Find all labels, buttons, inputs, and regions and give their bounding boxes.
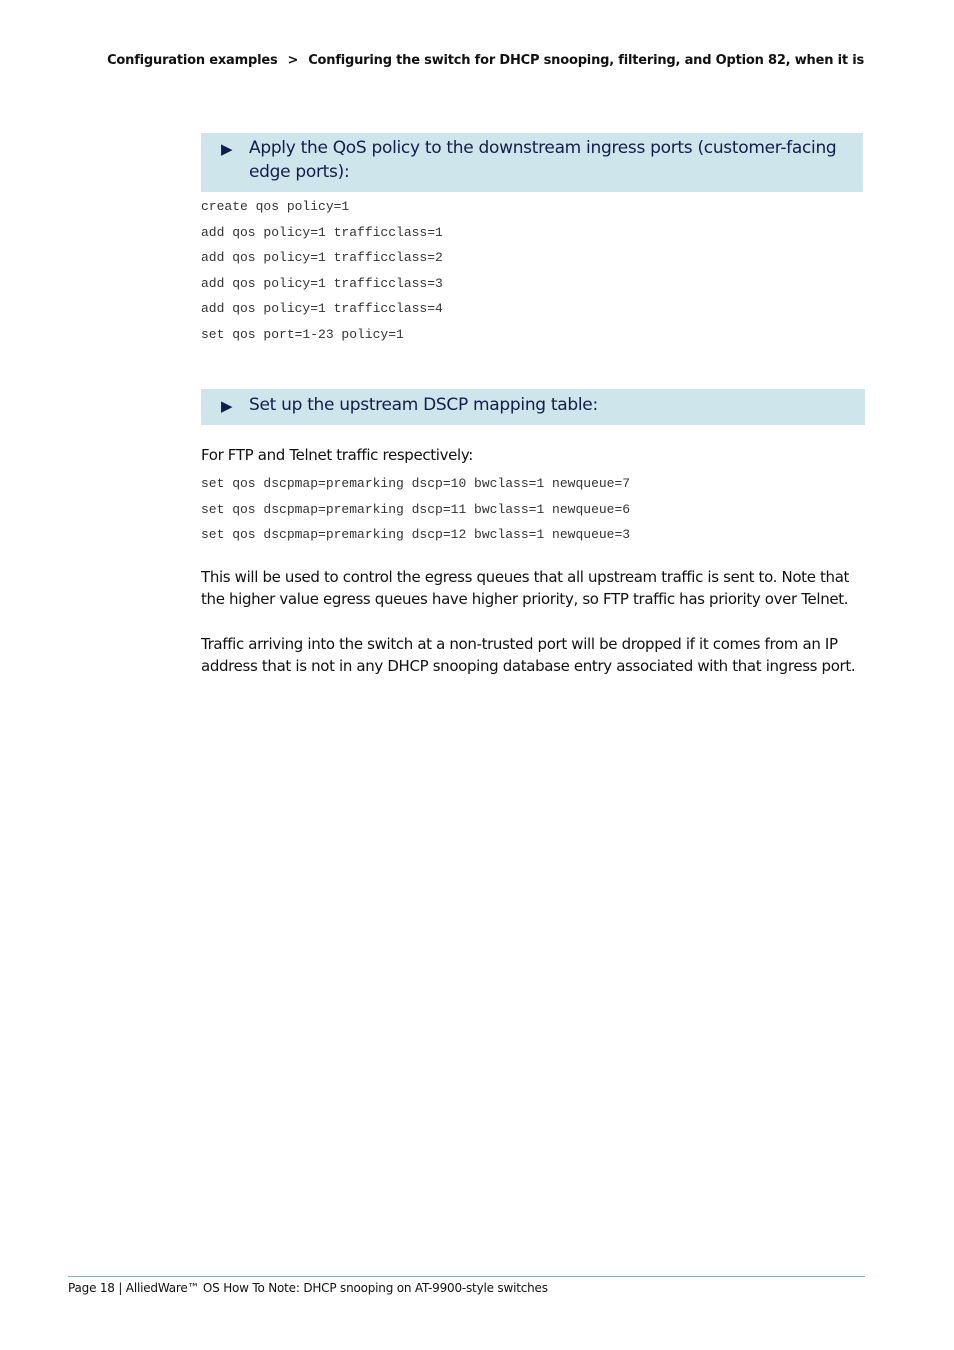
code-line: set qos dscpmap=premarking dscp=12 bwclass=1 newqueue=3 xyxy=(201,527,631,543)
breadcrumb-separator: > xyxy=(287,53,299,68)
body-paragraph-untrusted-traffic: Traffic arriving into the switch at a non-trusted port will be dropped if it comes from an IP address that is not in any DHCP snooping database entry associated with that ingress port. xyxy=(201,635,856,675)
code-line: set qos port=1-23 policy=1 xyxy=(201,326,404,342)
code-line: add qos policy=1 trafficclass=2 xyxy=(201,250,443,266)
step-text: Set up the upstream DSCP mapping table: xyxy=(249,395,598,415)
body-paragraph-egress-queues: This will be used to control the egress queues that all upstream traffic is sent to. Note that the higher value egress queues have higher priority, so FTP traffic has priority over Telnet. xyxy=(201,568,850,608)
code-line: set qos dscpmap=premarking dscp=11 bwclass=1 newqueue=6 xyxy=(201,501,631,517)
code-line: set qos dscpmap=premarking dscp=10 bwclass=1 newqueue=7 xyxy=(201,476,631,491)
breadcrumb-page: Configuring the switch for DHCP snooping, filtering, and Option 82, when it is xyxy=(308,53,864,68)
breadcrumb xyxy=(0,52,864,70)
code-line: add qos policy=1 trafficclass=4 xyxy=(201,301,443,317)
footer-divider xyxy=(68,1276,865,1277)
step-text: Apply the QoS policy to the downstream ingress ports (customer-facing edge ports): xyxy=(249,138,837,182)
code-block-dscp-mapping xyxy=(201,476,630,553)
breadcrumb-section[interactable]: Configuration examples xyxy=(107,53,278,68)
intro-paragraph: For FTP and Telnet traffic respectively: xyxy=(201,446,473,464)
code-block-qos-policy xyxy=(201,199,443,353)
code-line: add qos policy=1 trafficclass=3 xyxy=(201,275,443,291)
right-triangle-icon: ▶ xyxy=(221,140,233,158)
code-line: create qos policy=1 xyxy=(201,199,350,214)
step-box-apply-qos-policy xyxy=(201,133,863,192)
step-box-dscp-mapping xyxy=(201,389,865,425)
code-line: add qos policy=1 trafficclass=1 xyxy=(201,224,443,240)
right-triangle-icon: ▶ xyxy=(221,397,233,415)
page-footer: Page 18 | AlliedWare™ OS How To Note: DHCP snooping on AT-9900-style switches xyxy=(68,1281,548,1295)
